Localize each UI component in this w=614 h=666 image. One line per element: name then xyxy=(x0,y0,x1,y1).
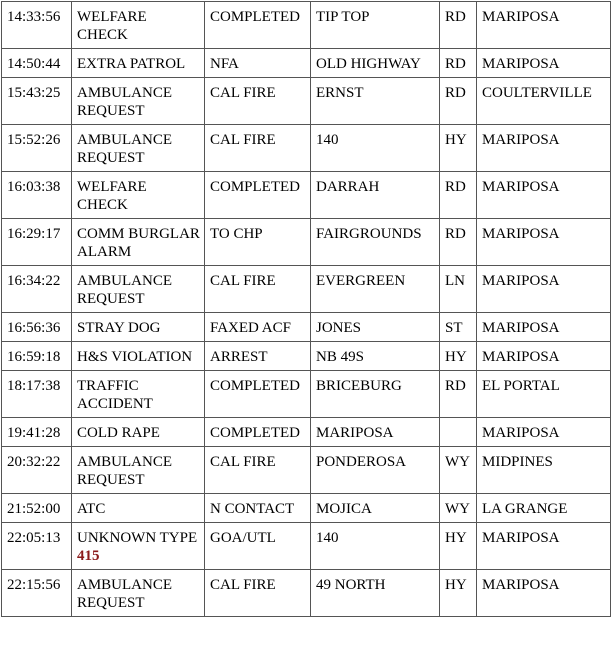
call-type-text: AMBULANCE REQUEST xyxy=(77,85,173,119)
table-row xyxy=(2,219,611,266)
street-text: MOJICA xyxy=(316,501,372,517)
call-time-text: 15:52:26 xyxy=(7,132,61,148)
call-time-cell xyxy=(2,342,72,371)
call-type-text: ATC xyxy=(77,501,106,517)
city-text: MARIPOSA xyxy=(482,273,560,289)
street-suffix-text: HY xyxy=(445,349,467,365)
disposition-text: CAL FIRE xyxy=(210,132,276,148)
call-type-cell xyxy=(72,447,205,494)
street-suffix-cell xyxy=(440,2,477,49)
call-type-cell xyxy=(72,2,205,49)
dispatch-log-body xyxy=(2,2,611,617)
call-type-text: EXTRA PATROL xyxy=(77,56,186,72)
city-text: MARIPOSA xyxy=(482,132,560,148)
disposition-text: ARREST xyxy=(210,349,268,365)
call-type-cell xyxy=(72,371,205,418)
city-text: MARIPOSA xyxy=(482,226,560,242)
disposition-cell xyxy=(205,78,311,125)
table-row xyxy=(2,447,611,494)
street-suffix-cell xyxy=(440,494,477,523)
street-cell xyxy=(311,523,440,570)
call-time-text: 16:56:36 xyxy=(7,320,61,336)
disposition-cell xyxy=(205,371,311,418)
city-text: MARIPOSA xyxy=(482,56,560,72)
call-type-cell xyxy=(72,219,205,266)
disposition-text: CAL FIRE xyxy=(210,577,276,593)
street-cell xyxy=(311,570,440,617)
city-cell xyxy=(477,494,611,523)
call-time-cell xyxy=(2,219,72,266)
street-suffix-cell xyxy=(440,219,477,266)
disposition-text: TO CHP xyxy=(210,226,263,242)
disposition-cell xyxy=(205,2,311,49)
city-cell xyxy=(477,78,611,125)
disposition-text: N CONTACT xyxy=(210,501,295,517)
call-type-cell xyxy=(72,342,205,371)
call-time-text: 15:43:25 xyxy=(7,85,61,101)
call-type-text: WELFARE CHECK xyxy=(77,179,147,213)
city-cell xyxy=(477,371,611,418)
disposition-text: COMPLETED xyxy=(210,378,300,394)
disposition-cell xyxy=(205,447,311,494)
disposition-cell xyxy=(205,418,311,447)
disposition-cell xyxy=(205,266,311,313)
street-cell xyxy=(311,219,440,266)
call-time-cell xyxy=(2,418,72,447)
street-suffix-text: RD xyxy=(445,179,466,195)
street-suffix-cell xyxy=(440,523,477,570)
disposition-text: CAL FIRE xyxy=(210,273,276,289)
street-suffix-cell xyxy=(440,418,477,447)
call-time-text: 19:41:28 xyxy=(7,425,61,441)
disposition-text: COMPLETED xyxy=(210,179,300,195)
call-time-text: 16:34:22 xyxy=(7,273,61,289)
call-type-cell xyxy=(72,418,205,447)
call-type-text: AMBULANCE REQUEST xyxy=(77,577,173,611)
call-type-text: STRAY DOG xyxy=(77,320,161,336)
city-text: MARIPOSA xyxy=(482,349,560,365)
call-time-cell xyxy=(2,78,72,125)
street-text: 140 xyxy=(316,530,339,546)
disposition-cell xyxy=(205,49,311,78)
call-type-text: AMBULANCE REQUEST xyxy=(77,132,173,166)
street-cell xyxy=(311,78,440,125)
street-suffix-text: RD xyxy=(445,9,466,25)
call-time-cell xyxy=(2,523,72,570)
street-cell xyxy=(311,172,440,219)
street-text: DARRAH xyxy=(316,179,380,195)
call-type-cell xyxy=(72,125,205,172)
disposition-cell xyxy=(205,313,311,342)
city-cell xyxy=(477,219,611,266)
call-type-text: WELFARE CHECK xyxy=(77,9,147,43)
disposition-cell xyxy=(205,342,311,371)
disposition-cell xyxy=(205,172,311,219)
call-time-cell xyxy=(2,266,72,313)
table-row xyxy=(2,78,611,125)
call-type-cell xyxy=(72,78,205,125)
call-type-cell xyxy=(72,313,205,342)
call-time-cell xyxy=(2,371,72,418)
street-text: BRICEBURG xyxy=(316,378,402,394)
table-row xyxy=(2,49,611,78)
street-suffix-cell xyxy=(440,447,477,494)
street-suffix-text: HY xyxy=(445,530,467,546)
city-text: MARIPOSA xyxy=(482,530,560,546)
street-cell xyxy=(311,342,440,371)
street-text: NB 49S xyxy=(316,349,364,365)
city-cell xyxy=(477,172,611,219)
call-type-cell xyxy=(72,570,205,617)
call-type-cell xyxy=(72,172,205,219)
disposition-text: GOA/UTL xyxy=(210,530,276,546)
table-row xyxy=(2,342,611,371)
disposition-text: COMPLETED xyxy=(210,9,300,25)
street-cell xyxy=(311,2,440,49)
disposition-cell xyxy=(205,570,311,617)
street-suffix-text: ST xyxy=(445,320,463,336)
street-suffix-text: HY xyxy=(445,577,467,593)
disposition-text: FAXED ACF xyxy=(210,320,291,336)
disposition-text: COMPLETED xyxy=(210,425,300,441)
street-cell xyxy=(311,313,440,342)
street-suffix-cell xyxy=(440,125,477,172)
call-time-text: 22:15:56 xyxy=(7,577,61,593)
table-row xyxy=(2,494,611,523)
city-cell xyxy=(477,418,611,447)
street-suffix-text: RD xyxy=(445,378,466,394)
call-type-cell xyxy=(72,494,205,523)
disposition-cell xyxy=(205,125,311,172)
call-time-text: 18:17:38 xyxy=(7,378,61,394)
call-time-cell xyxy=(2,172,72,219)
call-time-text: 22:05:13 xyxy=(7,530,61,546)
call-type-text: H&S VIOLATION xyxy=(77,349,193,365)
street-suffix-cell xyxy=(440,49,477,78)
table-row xyxy=(2,523,611,570)
table-row xyxy=(2,172,611,219)
street-cell xyxy=(311,447,440,494)
call-time-cell xyxy=(2,49,72,78)
call-type-text: COLD RAPE xyxy=(77,425,160,441)
call-time-cell xyxy=(2,447,72,494)
call-type-cell xyxy=(72,266,205,313)
disposition-cell xyxy=(205,523,311,570)
street-text: EVERGREEN xyxy=(316,273,406,289)
city-cell xyxy=(477,266,611,313)
street-suffix-text: HY xyxy=(445,132,467,148)
street-suffix-cell xyxy=(440,172,477,219)
table-row xyxy=(2,570,611,617)
street-suffix-cell xyxy=(440,342,477,371)
table-row xyxy=(2,371,611,418)
street-suffix-text: WY xyxy=(445,501,470,517)
call-type-code: 415 xyxy=(77,548,100,564)
city-text: MARIPOSA xyxy=(482,425,560,441)
city-text: MARIPOSA xyxy=(482,577,560,593)
call-time-text: 14:33:56 xyxy=(7,9,61,25)
city-cell xyxy=(477,313,611,342)
call-type-text: AMBULANCE REQUEST xyxy=(77,273,173,307)
street-text: PONDEROSA xyxy=(316,454,407,470)
city-text: COULTERVILLE xyxy=(482,85,592,101)
call-type-text: TRAFFIC ACCIDENT xyxy=(77,378,153,412)
street-text: 140 xyxy=(316,132,339,148)
city-cell xyxy=(477,49,611,78)
street-text: FAIRGROUNDS xyxy=(316,226,422,242)
disposition-cell xyxy=(205,494,311,523)
city-text: EL PORTAL xyxy=(482,378,560,394)
call-type-text: AMBULANCE REQUEST xyxy=(77,454,173,488)
call-time-text: 21:52:00 xyxy=(7,501,61,517)
street-suffix-cell xyxy=(440,313,477,342)
street-suffix-text: RD xyxy=(445,56,466,72)
disposition-text: NFA xyxy=(210,56,239,72)
call-time-cell xyxy=(2,494,72,523)
disposition-text: CAL FIRE xyxy=(210,85,276,101)
street-suffix-cell xyxy=(440,78,477,125)
street-cell xyxy=(311,49,440,78)
call-time-cell xyxy=(2,125,72,172)
disposition-text: CAL FIRE xyxy=(210,454,276,470)
table-row xyxy=(2,418,611,447)
street-suffix-cell xyxy=(440,266,477,313)
call-type-cell xyxy=(72,49,205,78)
street-text: MARIPOSA xyxy=(316,425,394,441)
city-text: MIDPINES xyxy=(482,454,553,470)
call-time-text: 16:03:38 xyxy=(7,179,61,195)
table-row xyxy=(2,313,611,342)
call-time-cell xyxy=(2,2,72,49)
call-type-text: UNKNOWN TYPE xyxy=(77,530,198,546)
table-row xyxy=(2,125,611,172)
call-time-text: 14:50:44 xyxy=(7,56,61,72)
dispatch-log-table xyxy=(1,1,611,617)
call-type-cell xyxy=(72,523,205,570)
city-text: MARIPOSA xyxy=(482,179,560,195)
street-cell xyxy=(311,494,440,523)
city-cell xyxy=(477,125,611,172)
call-time-cell xyxy=(2,313,72,342)
street-cell xyxy=(311,418,440,447)
city-text: LA GRANGE xyxy=(482,501,568,517)
street-text: OLD HIGHWAY xyxy=(316,56,421,72)
disposition-cell xyxy=(205,219,311,266)
street-text: 49 NORTH xyxy=(316,577,386,593)
street-cell xyxy=(311,371,440,418)
city-text: MARIPOSA xyxy=(482,9,560,25)
table-row xyxy=(2,266,611,313)
city-cell xyxy=(477,523,611,570)
table-row xyxy=(2,2,611,49)
call-time-cell xyxy=(2,570,72,617)
street-suffix-cell xyxy=(440,570,477,617)
city-text: MARIPOSA xyxy=(482,320,560,336)
street-suffix-cell xyxy=(440,371,477,418)
street-cell xyxy=(311,266,440,313)
street-suffix-text: RD xyxy=(445,85,466,101)
call-type-text: COMM BURGLAR ALARM xyxy=(77,226,200,260)
street-cell xyxy=(311,125,440,172)
street-suffix-text: WY xyxy=(445,454,470,470)
call-time-text: 20:32:22 xyxy=(7,454,61,470)
street-text: JONES xyxy=(316,320,362,336)
street-suffix-text: RD xyxy=(445,226,466,242)
city-cell xyxy=(477,570,611,617)
call-time-text: 16:29:17 xyxy=(7,226,61,242)
street-suffix-text: LN xyxy=(445,273,465,289)
city-cell xyxy=(477,342,611,371)
street-text: TIP TOP xyxy=(316,9,370,25)
street-text: ERNST xyxy=(316,85,364,101)
city-cell xyxy=(477,2,611,49)
city-cell xyxy=(477,447,611,494)
call-time-text: 16:59:18 xyxy=(7,349,61,365)
